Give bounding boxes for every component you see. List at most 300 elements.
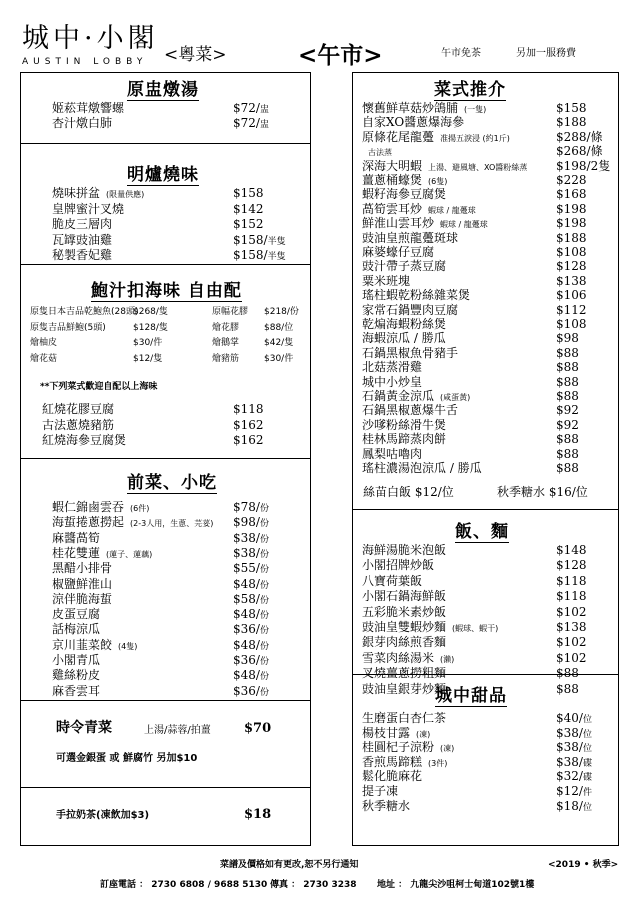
extra-dessert: 秋季糖水 $16/位 <box>497 485 588 499</box>
item-name: 話梅涼瓜 <box>52 622 101 637</box>
dessert-section-title: 城中甜品 <box>435 681 507 707</box>
item-name: 石鍋黑椒魚骨豬手 <box>362 345 459 360</box>
menu-item <box>52 546 152 562</box>
price-value: $38/ <box>233 530 260 545</box>
price-unit: 份 <box>259 657 269 667</box>
item-note: (限量供應) <box>106 190 145 199</box>
price-value: $268/條 <box>556 144 603 159</box>
item-price <box>556 101 587 115</box>
item-price <box>233 217 264 233</box>
item-price <box>556 331 579 345</box>
price-value: $36/ <box>233 683 260 698</box>
menu-item <box>52 500 149 516</box>
price-value: $18/ <box>556 798 583 813</box>
roast-section-title: 明爐燒味 <box>127 160 199 186</box>
item-price <box>556 574 587 588</box>
price-value: $32/ <box>556 769 583 784</box>
item-price <box>556 317 587 331</box>
price-value: $108 <box>556 317 587 331</box>
menu-item <box>52 217 118 233</box>
price-value: $58/ <box>233 591 260 606</box>
item-note: 上湯、避風塘、XO醬粉絲蒸 <box>428 162 528 172</box>
recommend-section-title: 菜式推介 <box>434 75 506 101</box>
item-name: 豉汁帶子蒸豆腐 <box>362 259 447 274</box>
price-value: $98 <box>556 331 579 346</box>
item-price <box>233 233 286 249</box>
item-name: 黑醋小排骨 <box>52 561 113 576</box>
item-name: 北菇蒸滑雞 <box>362 360 423 375</box>
price-unit: 件 <box>582 788 592 798</box>
menu-item <box>362 635 452 651</box>
item-price: $162 <box>233 433 264 447</box>
item-price: $118 <box>233 402 264 416</box>
price-value: $38/ <box>556 740 583 755</box>
item-price <box>233 577 269 593</box>
price-value: $158 <box>556 101 587 115</box>
abalone-cell: 燴鵝掌 <box>212 338 240 348</box>
menu-item <box>362 740 454 756</box>
price-unit: 份 <box>259 626 269 637</box>
price-value: $148 <box>556 543 587 557</box>
fax-number: 傳真 ： 2730 3238 <box>270 880 357 890</box>
item-name: 豉油皇煎龍躉斑球 <box>362 230 459 245</box>
item-note: 蝦球 / 龍躉球 <box>440 220 488 230</box>
item-name: 桂林馬蹄蒸肉餅 <box>362 432 447 447</box>
item-price <box>556 799 592 815</box>
service-charge-note: 另加一服務費 <box>516 48 576 59</box>
item-price <box>556 726 592 742</box>
price-value: $158 <box>233 186 264 200</box>
price-unit: 份 <box>259 565 269 576</box>
price-value: $118 <box>556 589 587 604</box>
price-value: $158/ <box>233 232 268 247</box>
item-name: 鳳梨咕嚕肉 <box>362 446 423 461</box>
price-value: $88 <box>556 461 579 475</box>
item-price: $162 <box>233 417 264 432</box>
item-name: 粟米班塊 <box>362 273 411 288</box>
booking-phone: 訂座電話 ： 2730 6808 / 9688 5130 <box>100 880 268 890</box>
item-note: 蝦球 / 龍躉球 <box>428 205 476 215</box>
item-price <box>233 561 269 577</box>
menu-item <box>52 684 106 700</box>
price-value: $36/ <box>233 653 260 667</box>
item-name: 海鮮湯脆米泡飯 <box>362 543 447 557</box>
logo-english: AUSTIN LOBBY <box>22 57 148 67</box>
price-value: $198 <box>556 216 587 231</box>
item-name: 城中小炒皇 <box>362 374 423 389</box>
item-name: 瑤柱蝦乾粉絲雜菜煲 <box>362 288 471 303</box>
seasonal-veg-option: 可選金銀蛋 或 鮮腐竹 另加$10 <box>56 753 198 764</box>
item-note: (6件) <box>130 504 150 513</box>
abalone-section-title: 鮑汁扣海味 自由配 <box>91 276 242 302</box>
item-note: (3件) <box>428 758 448 768</box>
menu-item <box>362 589 452 605</box>
item-price <box>233 248 286 264</box>
item-name: 桂花雙蓮 <box>52 545 101 560</box>
price-unit: 份 <box>259 611 269 622</box>
item-note: 古法蒸 <box>368 148 392 158</box>
item-name: 雞絲粉皮 <box>52 668 101 683</box>
menu-item <box>362 620 498 636</box>
milk-tea-name: 手拉奶茶(凍飲加$3) <box>56 810 150 821</box>
price-value: $188 <box>556 230 587 245</box>
item-name: 鬆化脆麻花 <box>362 769 423 784</box>
item-price <box>556 130 603 144</box>
abalone-cell: $218/份 <box>264 307 299 317</box>
item-price <box>556 245 587 259</box>
item-name: 脆皮三層肉 <box>52 217 113 231</box>
menu-item <box>52 638 137 654</box>
item-price <box>556 375 579 389</box>
menu-item <box>362 666 452 682</box>
price-unit: 位 <box>582 729 592 740</box>
item-price <box>556 360 579 374</box>
abalone-cell: 原隻吉品鮮鮑(5頭) <box>30 322 106 333</box>
item-price <box>556 740 592 756</box>
item-note: (瀨) <box>440 654 455 664</box>
price-unit: 半隻 <box>267 236 286 247</box>
menu-item: 姬菘茸燉響螺 <box>52 101 125 115</box>
item-name: 萵筍雲耳炒 <box>362 201 423 216</box>
menu-item <box>362 784 404 800</box>
item-note: (凍) <box>416 729 431 739</box>
item-price <box>556 389 579 403</box>
price-unit: 份 <box>259 534 269 545</box>
abalone-cell: 燴花菇 <box>30 353 58 364</box>
item-name: 涼伴脆海蜇 <box>52 591 113 606</box>
price-value: $152 <box>233 217 264 231</box>
item-price <box>233 622 269 638</box>
abalone-cell: $88/位 <box>264 322 294 333</box>
item-price <box>233 668 269 684</box>
item-name: 豉油皇雙蝦炒麵 <box>362 620 447 634</box>
item-price <box>556 187 587 201</box>
item-note: (2-3人用，生蔥、芫荽) <box>130 519 214 529</box>
price-value: $92 <box>556 403 579 418</box>
price-value: $12/ <box>556 784 583 798</box>
price-value: $88 <box>556 374 579 389</box>
price-value: $55/ <box>233 561 260 576</box>
abalone-cell: $30/件 <box>264 353 294 364</box>
price-unit: 位 <box>582 715 592 725</box>
item-name: 鮮淮山雲耳炒 <box>362 216 435 231</box>
restaurant-logo <box>22 24 159 67</box>
item-price <box>233 515 269 531</box>
section-divider <box>21 264 310 265</box>
menu-item <box>362 558 440 574</box>
price-value: $288/條 <box>556 129 603 144</box>
item-price <box>556 115 587 129</box>
item-price <box>556 346 579 360</box>
item-name: 豉油皇銀芽炒麵 <box>362 681 447 696</box>
section-divider <box>21 700 310 701</box>
seasonal-veg-name: 時令青菜 <box>56 720 112 736</box>
menu-item <box>362 682 452 698</box>
item-price <box>556 432 579 446</box>
item-note: (蓮子、蓮藕) <box>106 549 153 559</box>
price-value: $92 <box>556 417 579 432</box>
price-value: $88 <box>556 432 579 447</box>
price-value: $38/ <box>556 725 583 740</box>
item-name: 石鍋黃金涼瓜 <box>362 389 435 403</box>
abalone-cell: 燴柚皮 <box>30 338 58 348</box>
price-value: $102 <box>556 604 587 619</box>
item-price <box>556 274 587 288</box>
price-value: $198 <box>556 201 587 216</box>
item-price <box>233 592 269 608</box>
price-value: $198/2隻 <box>556 158 611 173</box>
extra-rice: 絲苗白飯 $12/位 <box>363 485 454 499</box>
price-value: $88 <box>556 345 579 360</box>
price-value: $98/ <box>233 515 260 530</box>
item-name: 燒味拼盆 <box>52 186 101 200</box>
item-name: 小閣青瓜 <box>52 653 101 667</box>
item-price <box>556 159 610 173</box>
item-name: 麻婆蠔仔豆腐 <box>362 245 435 259</box>
menu-item <box>362 574 428 590</box>
price-unit: 份 <box>259 519 269 530</box>
item-name: 銀芽肉絲煎香麵 <box>362 635 447 650</box>
item-price <box>556 216 587 230</box>
menu-item <box>52 653 106 669</box>
section-divider <box>353 509 618 510</box>
item-name: 八寶荷葉飯 <box>362 573 423 588</box>
item-name: 皇牌蜜汁叉燒 <box>52 201 125 216</box>
item-name: 小閣招牌炒飯 <box>362 558 435 573</box>
menu-item: 紅燒花膠豆腐 <box>42 402 115 416</box>
item-note: 准揚五淚浸 (約1斤) <box>440 133 510 143</box>
abalone-cell: 燴豬筋 <box>212 353 240 364</box>
menu-item <box>52 515 213 531</box>
price-unit: 份 <box>259 641 269 652</box>
address: 地址 ： 九龍尖沙咀柯士甸道102號1樓 <box>377 880 535 890</box>
price-unit: 份 <box>259 580 269 591</box>
price-value: $228 <box>556 173 587 187</box>
menu-header <box>0 0 640 80</box>
item-name: 家常石鍋豐肉豆腐 <box>362 302 459 317</box>
seasonal-veg-price: $70 <box>244 721 272 736</box>
item-price <box>556 635 587 649</box>
item-name: 瓦罉豉油雞 <box>52 232 113 247</box>
price-value: $88 <box>556 446 579 461</box>
item-price <box>556 755 592 771</box>
item-price <box>556 589 587 603</box>
item-note: (蝦球、蝦干) <box>452 624 499 633</box>
item-price <box>233 684 269 700</box>
item-price <box>556 403 579 417</box>
item-price: $72/盅 <box>233 116 269 130</box>
price-value: $108 <box>556 245 587 259</box>
section-divider <box>21 787 310 788</box>
item-note: (咸蛋黃) <box>440 393 471 402</box>
price-value: $48/ <box>233 576 260 591</box>
item-price <box>556 769 592 785</box>
item-name: 桂圓杞子涼粉 <box>362 740 435 755</box>
abalone-cell: $30/件 <box>133 338 163 348</box>
menu-item <box>52 622 106 638</box>
price-value: $142 <box>233 201 264 216</box>
menu-item <box>362 799 416 815</box>
price-value: $188 <box>556 115 587 130</box>
item-name: 皮蛋豆腐 <box>52 607 101 622</box>
price-value: $48/ <box>233 668 260 683</box>
item-price <box>556 711 592 727</box>
price-value: $48/ <box>233 607 260 622</box>
price-unit: 碟 <box>582 758 592 769</box>
price-value: $88 <box>556 666 579 681</box>
menu-item <box>52 531 106 547</box>
item-name: 提子凍 <box>362 784 399 798</box>
price-value: $118 <box>556 573 587 588</box>
item-name: 五彩脆米素炒飯 <box>362 604 447 619</box>
item-note: (凍) <box>440 744 455 754</box>
item-name: 雪菜肉絲湯米 <box>362 650 435 665</box>
price-unit: 份 <box>259 595 269 606</box>
item-name: 楊枝甘露 <box>362 725 411 740</box>
item-name: 香煎馬蹄糕 <box>362 754 423 769</box>
item-price <box>556 461 579 475</box>
item-price: $72/盅 <box>233 101 269 115</box>
item-price <box>233 500 269 516</box>
price-value: $128 <box>556 558 587 573</box>
price-unit: 份 <box>259 672 269 683</box>
price-unit: 份 <box>259 549 269 560</box>
item-price <box>556 784 592 800</box>
menu-item: 紅燒海參豆腐煲 <box>42 433 127 447</box>
item-price <box>556 605 587 619</box>
item-price <box>233 607 269 623</box>
item-name: 薑蔥桶蠔煲 <box>362 173 423 187</box>
price-value: $88 <box>556 681 579 696</box>
item-price <box>556 303 587 317</box>
item-name: 秘製香妃雞 <box>52 248 113 262</box>
price-value: $40/ <box>556 711 583 725</box>
menu-item <box>362 461 488 477</box>
menu-item <box>362 651 454 667</box>
item-price <box>233 653 269 669</box>
meal-label: <午市> <box>298 42 383 69</box>
item-price <box>556 231 587 245</box>
price-value: $102 <box>556 635 587 650</box>
price-unit: 位 <box>582 744 592 755</box>
item-name: 懷舊鮮草菇炒鴿脯 <box>362 101 459 115</box>
price-value: $88 <box>556 389 579 403</box>
item-price <box>556 651 587 665</box>
item-price <box>556 202 587 216</box>
menu-item <box>362 769 428 785</box>
price-value: $36/ <box>233 622 260 637</box>
price-unit: 位 <box>582 802 592 813</box>
menu-item <box>52 561 118 577</box>
item-note: (6隻) <box>428 177 448 186</box>
menu-item <box>52 607 106 623</box>
abalone-cell: $128/隻 <box>133 322 168 333</box>
item-price <box>556 144 603 158</box>
item-price <box>556 447 579 461</box>
section-divider <box>21 458 310 459</box>
item-name: 乾煸海蝦粉絲煲 <box>362 317 447 331</box>
item-price <box>233 186 264 202</box>
price-value: $112 <box>556 302 587 317</box>
price-unit: 碟 <box>582 773 592 784</box>
item-price <box>556 682 579 696</box>
price-value: $78/ <box>233 500 260 514</box>
item-name: 叉燒薑蔥撈粗麵 <box>362 666 447 681</box>
item-name: 蝦籽海參豆腐煲 <box>362 187 447 202</box>
item-price <box>556 558 587 572</box>
item-price <box>556 666 579 680</box>
item-name: 原條花尾龍躉 <box>362 129 435 144</box>
soup-section-title: 原盅燉湯 <box>127 75 199 101</box>
price-value: $168 <box>556 187 587 202</box>
menu-item: 杏汁燉白肺 <box>52 116 113 130</box>
item-name: 小閣石鍋海鮮飯 <box>362 589 447 604</box>
price-notice: 菜譜及價格如有更改,恕不另行通知 <box>220 860 359 870</box>
menu-item <box>362 711 452 727</box>
item-name: 瑤柱濃湯泡涼瓜 / 勝瓜 <box>362 461 482 475</box>
menu-item <box>362 543 452 559</box>
abalone-cell: $268/隻 <box>133 307 168 317</box>
season-label: <2019 • 秋季> <box>548 860 619 870</box>
menu-item <box>52 592 118 608</box>
item-price <box>556 173 587 187</box>
menu-item <box>362 755 447 771</box>
menu-item <box>52 248 118 264</box>
item-price <box>233 638 269 654</box>
item-name: 椒鹽鮮淮山 <box>52 576 113 591</box>
abalone-cell: 原隻日本吉品乾鮑魚(28頭) <box>30 307 139 317</box>
abalone-cell: 原幅花膠 <box>212 307 249 317</box>
menu-item: 古法蔥燒豬筋 <box>42 417 115 432</box>
price-value: $38/ <box>233 545 260 560</box>
item-name: 海蝦涼瓜 / 勝瓜 <box>362 331 446 346</box>
item-price <box>233 202 264 218</box>
abalone-cell: $12/隻 <box>133 353 163 364</box>
price-value: $88 <box>556 360 579 375</box>
price-unit: 半隻 <box>267 252 286 262</box>
menu-item <box>362 605 452 621</box>
item-name: 麻香雲耳 <box>52 683 101 698</box>
cuisine-label: <粵菜> <box>164 45 227 65</box>
item-price <box>233 546 269 562</box>
item-name: 生磨蛋白杏仁茶 <box>362 711 447 725</box>
item-name: 蝦仁錦鹵雲吞 <box>52 500 125 514</box>
item-note: (4隻) <box>118 641 138 651</box>
item-price <box>556 288 587 302</box>
price-value: $102 <box>556 650 587 665</box>
item-name: 深海大明蝦 <box>362 158 423 173</box>
item-price <box>556 543 587 557</box>
seasonal-veg-styles: 上湯/蒜蓉/拍薑 <box>144 725 211 736</box>
abalone-note: **下列菜式歡迎自配以上海味 <box>40 382 158 392</box>
menu-item <box>52 577 118 593</box>
item-name: 沙嗲粉絲滑牛煲 <box>362 417 447 432</box>
abalone-cell: $42/隻 <box>264 338 294 348</box>
price-unit: 份 <box>259 687 269 698</box>
item-name: 自家XO醬蔥爆海參 <box>362 115 465 130</box>
section-divider <box>21 143 310 144</box>
price-value: $38/ <box>556 754 583 769</box>
item-name: 秋季糖水 <box>362 798 411 813</box>
item-name: 海蜇捲蔥撈起 <box>52 515 125 530</box>
item-price <box>556 259 587 273</box>
item-price <box>556 620 587 634</box>
price-value: $106 <box>556 288 587 303</box>
item-name: 京川韮菜餃 <box>52 637 113 652</box>
menu-item <box>52 668 106 684</box>
price-value: $48/ <box>233 637 260 652</box>
item-price <box>556 418 579 432</box>
